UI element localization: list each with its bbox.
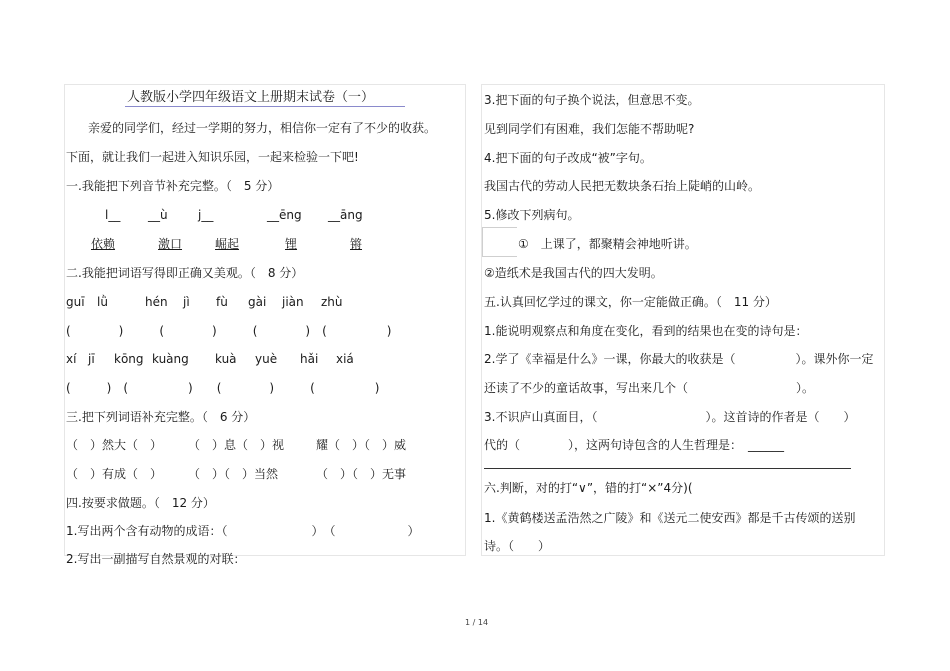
- q1-pinyin-3: j__: [198, 208, 214, 222]
- q1-pinyin-2: __ù: [148, 208, 168, 222]
- q5-item-3-b: 代的（ ），这两句诗包含的人生哲理是： ______: [484, 438, 785, 452]
- q4-item-3: 3.把下面的句子换个说法，但意思不变。: [484, 93, 700, 107]
- intro-line-1: 亲爱的同学们，经过一学期的努力，相信你一定有了不少的收获。: [88, 121, 437, 135]
- q4-heading: 四.按要求做题。（ 12 分）: [66, 496, 215, 510]
- q1-word-1: 依赖: [91, 237, 116, 251]
- intro-line-2: 下面，就让我们一起进入知识乐园，一起来检验一下吧!: [66, 150, 359, 164]
- q2-pinyin: kuà: [215, 352, 237, 366]
- q2-pinyin: kōng: [114, 352, 144, 366]
- q1-word-5: 锵: [350, 237, 363, 251]
- q5-item-1: 1.能说明观察点和角度在变化，看到的结果也在变的诗句是：: [484, 324, 808, 338]
- q2-pinyin: jī: [88, 352, 95, 366]
- q5-item-2-a: 2.学了《幸福是什么》一课，你最大的收获是（ ）。课外你一定: [484, 352, 874, 366]
- q4-item-5-a: ① 上课了，都聚精会神地听讲。: [518, 237, 697, 251]
- q4-item-3-sentence: 见到同学们有困难，我们怎能不帮助呢?: [484, 122, 695, 136]
- q5-item-3-a: 3.不识庐山真面目，（ ）。这首诗的作者是（ ）: [484, 410, 856, 424]
- q3-item: （ ）（ ）当然: [188, 467, 279, 481]
- q1-word-4: 锂: [285, 237, 298, 251]
- q2-pinyin: zhù: [321, 295, 343, 309]
- q2-blanks-row-2: ( ) ( ) ( ) ( ): [66, 381, 380, 395]
- q2-pinyin: lǜ: [97, 295, 108, 309]
- q6-item-1-a: 1.《黄鹤楼送孟浩然之广陵》和《送元二使安西》都是千古传颂的送别: [484, 511, 856, 525]
- q6-heading: 六.判断，对的打“∨”，错的打“×”4分)(: [484, 481, 693, 495]
- q3-item: （ ）有成（ ）: [66, 467, 163, 481]
- q4-item-5-b: ②造纸术是我国古代的四大发明。: [484, 266, 663, 280]
- q2-pinyin: hén: [145, 295, 168, 309]
- q2-pinyin: fù: [216, 295, 228, 309]
- answer-box: [482, 227, 517, 257]
- q2-pinyin: xí: [66, 352, 77, 366]
- q2-pinyin: jì: [183, 295, 190, 309]
- page-title: 人教版小学四年级语文上册期末试卷（一）: [127, 90, 375, 105]
- q1-pinyin-1: l__: [105, 208, 121, 222]
- q2-heading: 二.我能把词语写得即正确又美观。（ 8 分）: [66, 266, 304, 280]
- q2-pinyin: guī: [66, 295, 85, 309]
- title-underline: [125, 106, 405, 107]
- q1-pinyin-4: __ēng: [267, 208, 302, 222]
- answer-line: [484, 468, 851, 469]
- q2-pinyin: yuè: [255, 352, 278, 366]
- q5-heading: 五.认真回忆学过的课文，你一定能做正确。（ 11 分）: [484, 295, 777, 309]
- q1-word-3: 崛起: [215, 237, 240, 251]
- q4-item-2: 2.写出一副描写自然景观的对联：: [66, 552, 246, 566]
- q6-item-1-b: 诗。（ ）: [484, 539, 551, 553]
- q3-item: （ ）（ ）无事: [316, 467, 407, 481]
- q1-heading: 一.我能把下列音节补充完整。（ 5 分）: [66, 179, 280, 193]
- q4-item-4-sentence: 我国古代的劳动人民把无数块条石抬上陡峭的山岭。: [484, 179, 761, 193]
- q3-item: 耀（ ）（ ）威: [316, 438, 407, 452]
- q2-blanks-row-1: ( ) ( ) ( ) ( ): [66, 324, 392, 338]
- q4-item-5: 5.修改下列病句。: [484, 208, 580, 222]
- q3-heading: 三.把下列词语补充完整。（ 6 分）: [66, 410, 256, 424]
- q1-word-2: 激口: [158, 237, 183, 251]
- q2-pinyin: gài: [248, 295, 267, 309]
- page-number: 1 / 14: [465, 618, 489, 627]
- q4-item-1: 1.写出两个含有动物的成语：（ ） （ ）: [66, 524, 420, 538]
- q2-pinyin: jiàn: [282, 295, 304, 309]
- q5-item-2-b: 还读了不少的童话故事，写出来几个（ ）。: [484, 381, 815, 395]
- q2-pinyin: hǎi: [300, 352, 319, 366]
- q2-pinyin: kuàng: [152, 352, 189, 366]
- q1-pinyin-5: __āng: [328, 208, 363, 222]
- q3-item: （ ）然大（ ）: [66, 438, 163, 452]
- q4-item-4: 4.把下面的句子改成“被”字句。: [484, 151, 652, 165]
- q3-item: （ ）息（ ）视: [188, 438, 285, 452]
- q2-pinyin: xiá: [336, 352, 354, 366]
